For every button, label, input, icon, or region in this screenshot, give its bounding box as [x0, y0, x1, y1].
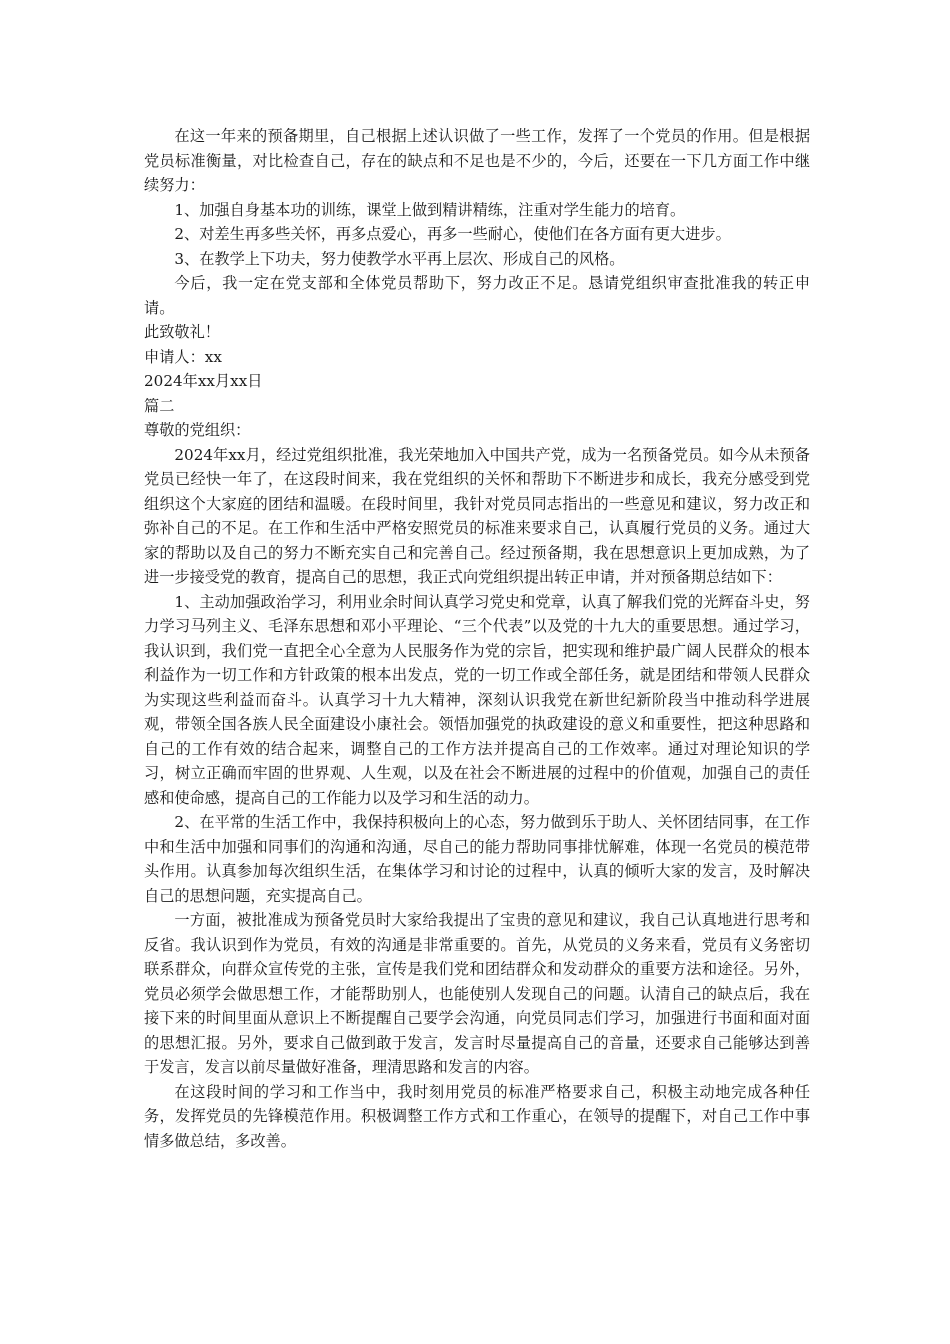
paragraph-request: 今后，我一定在党支部和全体党员帮助下，努力改正不足。恳请党组织审查批准我的转正申请。 [144, 274, 810, 317]
paragraph-daily-work: 2、在平常的生活工作中，我保持积极向上的心态，努力做到乐于助人、关怀团结同事，在工作中和生活中加强和同事们的沟通和沟通，尽自己的能力帮助同事排忧解难，体现一名党员的模范带头作用。认真参加每次组织生活，在集体学习和讨论的过程中，认真的倾听大家的发言，及时解决自己的思想问题，充实提高自己。 [144, 813, 810, 905]
list-item-basic-skills: 1、加强自身基本功的训练，课堂上做到精讲精练，注重对学生能力的培育。 [174, 200, 686, 219]
list-item-care-students: 2、对差生再多些关怀，再多点爱心，再多一些耐心，使他们在各方面有更大进步。 [174, 225, 731, 243]
paragraph-intro: 2024年xx月，经过党组织批准，我光荣地加入中国共产党，成为一名预备党员。如今从未预备党员已经快一年了，在这段时间来，我在党组织的关怀和帮助下不断进步和成长，我充分感受到党组织这个大家庭的团结和温暖。在段时间里，我针对党员同志指出的一些意见和建议，努力改正和弥补自己的不足。在工作和生活中严格安照党员的标准来要求自己，认真履行党员的义务。通过大家的帮助以及自己的努力不断充实自己和完善自己。经过预备期，我在思想意识上更加成熟，为了进一步接受党的教育，提高自己的思想，我正式向党组织提出转正申请，并对预备期总结如下： [144, 445, 810, 586]
applicant-line: 申请人：xx [144, 347, 222, 366]
section-heading: 篇二 [144, 396, 175, 415]
greeting-line: 尊敬的党组织： [144, 421, 251, 439]
closing-salutation: 此致敬礼！ [144, 323, 220, 341]
list-item-teaching-style: 3、在教学上下功夫，努力使教学水平再上层次、形成自己的风格。 [174, 249, 625, 268]
paragraph-conclusion: 在这段时间的学习和工作当中，我时刻用党员的标准严格要求自己，积极主动地完成各种任务，发挥党员的先锋模范作用。积极调整工作方式和工作重心，在领导的提醒下，对自己工作中事情多做总结，多改善。 [144, 1082, 810, 1150]
paragraph-self-review: 在这一年来的预备期里，自己根据上述认识做了一些工作，发挥了一个党员的作用。但是根据党员标准衡量，对比检查自己，存在的缺点和不足也是不少的，今后，还要在一下几方面工作中继续努力： [144, 127, 810, 194]
date-line: 2024年xx月xx日 [144, 372, 263, 390]
document-body [144, 124, 810, 1153]
paragraph-political-study: 1、主动加强政治学习，利用业余时间认真学习党史和党章，认真了解我们党的光辉奋斗史，努力学习马列主义、毛泽东思想和邓小平理论、“三个代表”以及党的十九大的重要思想。通过学习，我认识到，我们党一直把全心全意为人民服务作为党的宗旨，把实现和维护最广阔人民群众的根本利益作为一切工作和方针政策的根本出发点，党的一切工作或全部任务，就是团结和带领人民群众为实现这些利益而奋斗。认真学习十九大精神，深刻认识我党在新世纪新阶段当中推动科学进展观，带领全国各族人民全面建设小康社会。领悟加强党的执政建设的意义和重要性，把这种思路和自己的工作有效的结合起来，调整自己的工作方法并提高自己的工作效率。通过对理论知识的学习，树立正确而牢固的世界观、人生观，以及在社会不断进展的过程中的价值观，加强自己的责任感和使命感，提高自己的工作能力以及学习和生活的动力。 [144, 592, 810, 807]
paragraph-communication: 一方面，被批准成为预备党员时大家给我提出了宝贵的意见和建议，我自己认真地进行思考和反省。我认识到作为党员，有效的沟通是非常重要的。首先，从党员的义务来看，党员有义务密切联系群众，向群众宣传党的主张，宣传是我们党和团结群众和发动群众的重要方法和途径。另外，党员必须学会做思想工作，才能帮助别人，也能使别人发现自己的问题。认清自己的缺点后，我在接下来的时间里面从意识上不断提醒自己要学会沟通，向党员同志们学习，加强进行书面和面对面的思想汇报。另外，要求自己做到敢于发言，发言时尽量提高自己的音量，还要求自己能够达到善于发言，发言以前尽量做好准备，理清思路和发言的内容。 [144, 911, 810, 1076]
